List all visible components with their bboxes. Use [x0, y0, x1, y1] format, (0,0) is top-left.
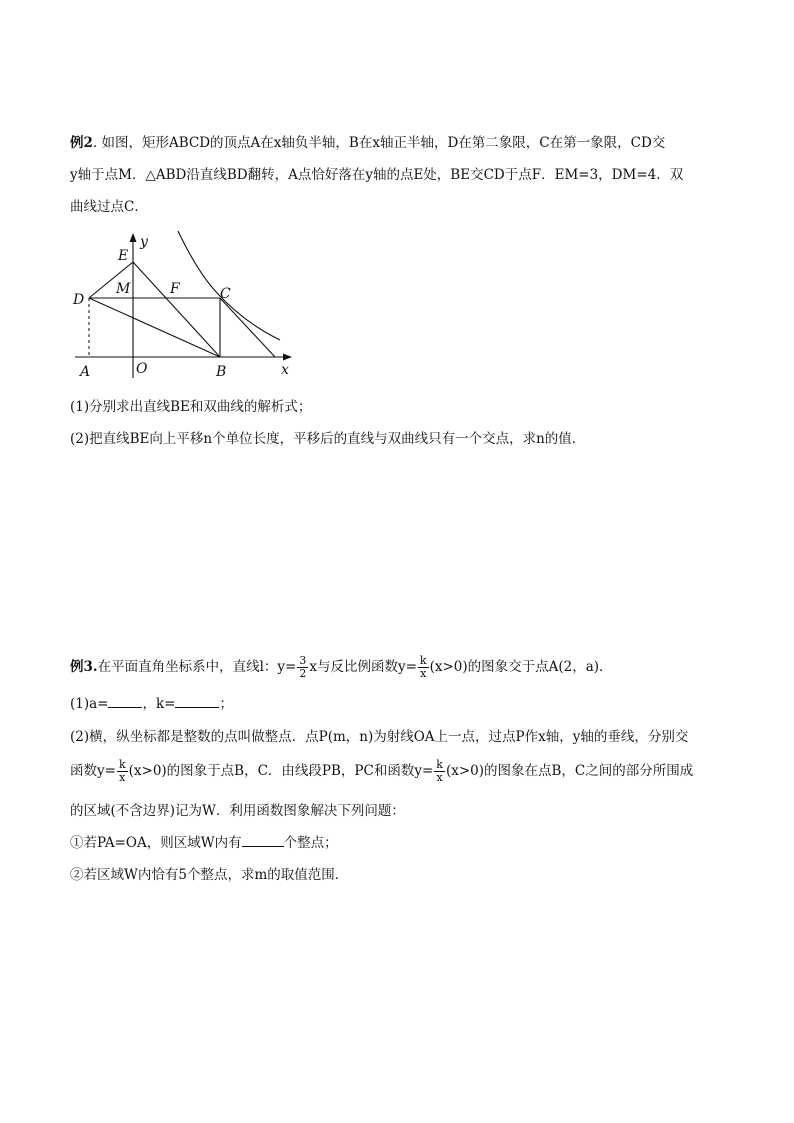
- ex3-subquestion-1: ①若PA=OA，则区域W内有 个整点；: [70, 835, 338, 851]
- ex3-text-mid: x与反比例函数y=: [309, 659, 417, 675]
- label-C: C: [220, 286, 231, 302]
- fraction-k-x: $\frac{k}{x}$: [419, 654, 427, 680]
- ex3-question-2-line-3: 的区域(不含边界)记为W．利用函数图象解决下列问题：: [70, 803, 405, 819]
- ex3-subquestion-2: ②若区域W内恰有5个整点，求m的取值范围．: [70, 867, 349, 883]
- segment-DB: [89, 298, 220, 357]
- label-A: A: [80, 364, 91, 380]
- ex2-statement-line-3: 曲线过点C．: [70, 199, 148, 215]
- label-y: y: [140, 234, 148, 250]
- label-O: O: [136, 361, 148, 377]
- label-D: D: [73, 292, 85, 308]
- answer-blank-k[interactable]: [175, 695, 219, 708]
- label-x: x: [281, 362, 289, 378]
- label-F: F: [170, 281, 180, 297]
- ex2-label: 例2: [70, 135, 93, 151]
- x-axis-arrow: [283, 354, 292, 361]
- line-through-C: [220, 298, 275, 357]
- ex2-statement-line-1: [70, 133, 665, 153]
- answer-blank-count[interactable]: [242, 834, 284, 847]
- fraction-k-x-3: $\frac{k}{x}$: [436, 758, 443, 784]
- ex2-question-2: (2)把直线BE向上平移n个单位长度，平移后的直线与双曲线只有一个交点，求n的值．: [70, 431, 586, 447]
- ex3-text-pre: 在平面直角坐标系中，直线l：y=: [97, 659, 297, 675]
- segment-EB: [133, 262, 220, 357]
- ex2-question-1: (1)分别求出直线BE和双曲线的解析式；: [70, 399, 312, 415]
- label-M: M: [116, 281, 131, 297]
- ex3-text-post: (x>0)的图象交于点A(2，a)．: [429, 659, 613, 675]
- label-E: E: [118, 248, 129, 264]
- ex2-figure: [70, 228, 310, 383]
- ex2-text-1: . 如图，矩形ABCD的顶点A在x轴负半轴，B在x轴正半轴，D在第二象限，C在第一象限，CD交: [92, 135, 666, 151]
- answer-blank-a[interactable]: [108, 695, 142, 708]
- ex2-statement-line-2: y轴于点M．△ABD沿直线BD翻转，A点恰好落在y轴的点E处，BE交CD于点F．EM=3，DM=4．双: [70, 167, 684, 183]
- ex3-question-1: (1)a= ，k= ；: [70, 696, 233, 712]
- ex3-question-2-line-1: (2)横，纵坐标都是整数的点叫做整点．点P(m，n)为射线OA上一点，过点P作x轴，y轴的垂线，分别交: [70, 729, 689, 745]
- ex3-label: 例3.: [70, 659, 98, 675]
- y-axis-arrow: [130, 233, 137, 242]
- label-B: B: [216, 364, 227, 380]
- ex3-statement: [70, 654, 613, 680]
- fraction-3-2: $\frac{3}{2}$: [299, 654, 307, 680]
- fraction-k-x-2: $\frac{k}{x}$: [118, 758, 126, 784]
- ex3-question-2-line-2: 函数y= $\frac{k}{x}$ (x>0)的图象于点B，C．由线段PB，PC和函数y= $\frac{k}{x}$ (x>0)的图象在点B，C之间的部分所围成: [70, 758, 694, 784]
